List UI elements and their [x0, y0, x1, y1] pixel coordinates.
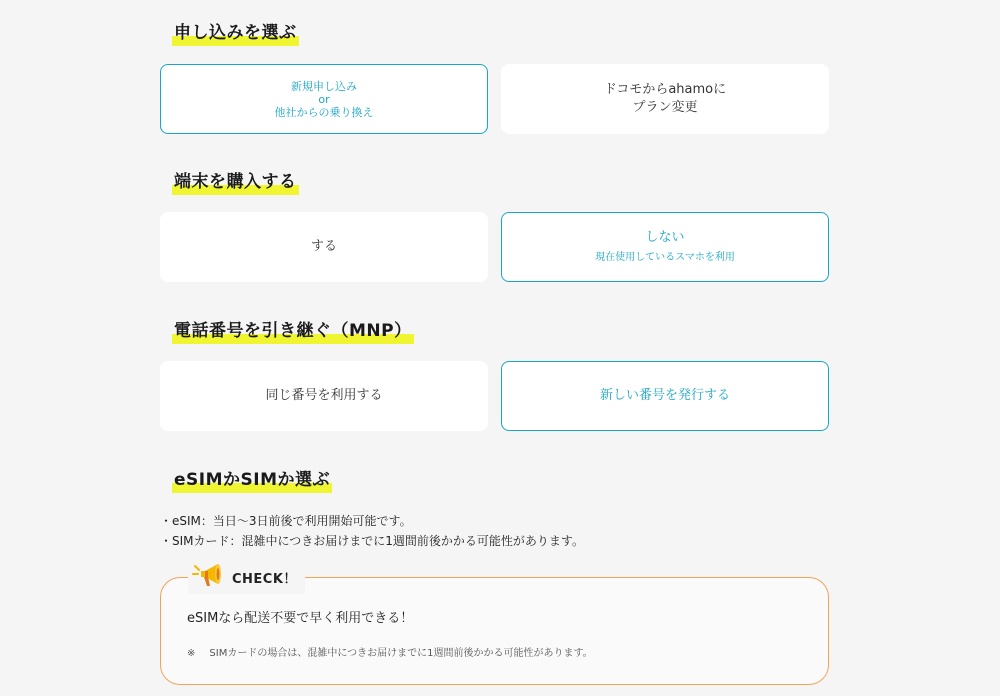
list-item: ・eSIM：当日〜3日前後で利用開始可能です。 — [160, 514, 412, 528]
section-title-mnp: 電話番号を引き継ぐ（MNP） — [172, 318, 414, 344]
option-label: 同じ番号を利用する — [265, 388, 383, 403]
note-mark: ※ — [187, 648, 196, 659]
option-new-number[interactable] — [501, 361, 829, 431]
check-label: CHECK！ — [232, 571, 297, 587]
option-no-device[interactable] — [501, 212, 829, 282]
option-line: 新規申し込み — [291, 79, 357, 93]
check-note — [187, 644, 593, 659]
section-title-device: 端末を購入する — [172, 169, 299, 195]
megaphone-icon — [192, 560, 226, 594]
section-title-sim: eSIMかSIMか選ぶ — [172, 467, 332, 493]
option-new-application[interactable] — [160, 64, 488, 134]
option-buy-device[interactable] — [160, 212, 488, 282]
option-line: 他社からの乗り換え — [274, 105, 374, 119]
option-keep-number[interactable] — [160, 361, 488, 431]
option-label: する — [310, 239, 337, 254]
section-title-application: 申し込みを選ぶ — [172, 20, 299, 46]
option-line: ドコモからahamoに — [603, 82, 727, 97]
check-header — [188, 560, 305, 594]
option-line: プラン変更 — [632, 100, 698, 115]
option-sublabel: 現在使用しているスマホを利用 — [595, 252, 735, 263]
check-main-text: eSIMなら配送不要で早く利用できる！ — [187, 611, 414, 626]
sim-info-list — [160, 511, 584, 551]
option-line: or — [318, 92, 330, 106]
option-plan-change[interactable] — [501, 64, 829, 134]
option-label: 新しい番号を発行する — [599, 388, 730, 403]
list-item: ・SIMカード：混雑中につきお届けまでに1週間前後かかる可能性があります。 — [160, 534, 584, 548]
note-text: SIMカードの場合は、混雑中につきお届けまでに1週間前後かかる可能性があります。 — [209, 648, 593, 659]
option-label: しない — [645, 230, 685, 245]
